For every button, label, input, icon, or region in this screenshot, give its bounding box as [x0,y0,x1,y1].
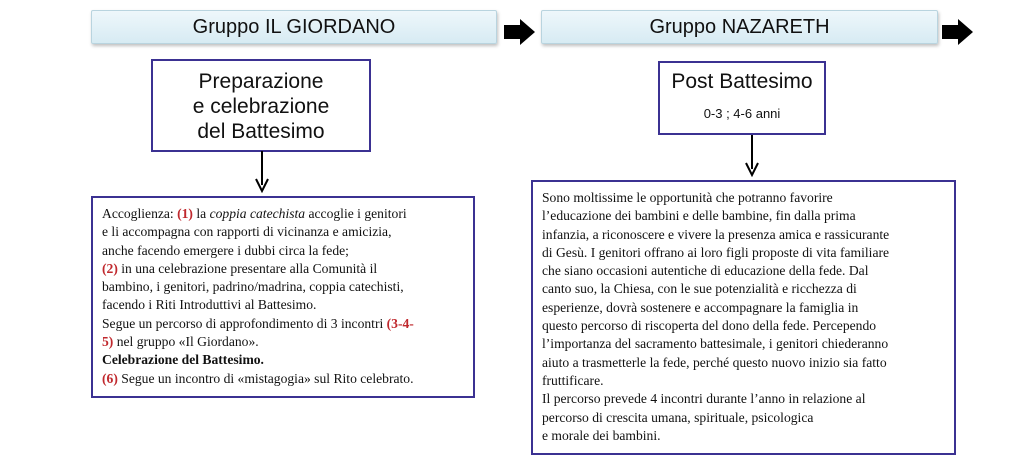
title-line: del Battesimo [197,120,325,143]
description-box-giordano [91,196,475,398]
text-segment: Segue un incontro di «mistagogia» sul Rito celebrato. [117,370,414,386]
title-line: e celebrazione [192,95,330,118]
text-line: di Gesù. I genitori offrano ai loro figli proposte di vita familiare [542,244,890,260]
text-line: l’educazione dei bambini e delle bambine, fin dalla prima [542,208,856,224]
description-box-nazareth [531,180,956,455]
text-line: e morale dei bambini. [542,427,661,443]
step-number: (6) [102,370,118,386]
title-box-battesimo [151,59,371,152]
text-line: infanzia, a riconoscere e vivere la presenza amica e rassicurante [542,226,890,242]
text-line: aiuto a trasmetterle la fede, perché questo nuovo inizio sia fatto [542,354,887,370]
text-line [102,333,473,351]
text-segment: Accoglienza: [102,206,178,221]
text-segment: la [192,206,210,221]
text-line: questo percorso di riscoperta del dono della fede. Percependo [542,318,877,334]
post-battesimo-title: Post Battesimo [671,70,813,93]
title-box-post-battesimo [658,61,826,135]
text-line: esperienze, dovrà sostenere e accompagnare la famiglia in [542,299,859,315]
text-line: Sono moltissime le opportunità che potranno favorire [542,190,833,205]
text-line: e li accompagna con rapporti di vicinanza e amicizia, [102,224,392,240]
age-range-label: 0-3 ; 4-6 anni [703,106,781,121]
text-line: che siano occasioni autentiche di educazione della fede. Dal [542,263,869,279]
header-gruppo-giordano-label: Gruppo IL GIORDANO [192,15,396,38]
step-number: (1) [177,206,193,221]
text-line [102,315,473,333]
header-gruppo-nazareth-label: Gruppo NAZARETH [649,15,830,38]
text-line-bold: Celebrazione del Battesimo. [102,352,264,368]
step-number: (3-4- [386,315,414,331]
header-gruppo-nazareth [541,10,938,44]
text-line: Il percorso prevede 4 incontri durante l’anno in relazione al [542,391,866,407]
text-line: anche facendo emergere i dubbi circa la fede; [102,242,349,258]
text-segment: in una celebrazione presentare alla Comunità il [117,260,378,276]
text-line: percorso di crescita umana, spirituale, psicologica [542,409,814,425]
text-line: facendo i Riti Introduttivi al Battesimo. [102,297,317,313]
text-segment: accoglie i genitori [305,206,407,221]
text-line [102,205,473,223]
header-gruppo-giordano [91,10,497,44]
step-number: (2) [102,260,118,276]
down-arrow-icon [745,135,759,177]
right-arrow-icon [504,19,536,45]
text-line: fruttificare. [542,372,604,388]
text-segment: Segue un percorso di approfondimento di 3 incontri [102,315,387,331]
text-segment-italic: coppia catechista [209,206,306,221]
text-line: bambino, i genitori, padrino/madrina, coppia catechisti, [102,279,404,295]
text-line [102,260,473,278]
text-line: l’importanza del sacramento battesimale, i genitori chiederanno [542,336,889,352]
down-arrow-icon [255,151,269,193]
text-line [102,370,473,388]
right-arrow-icon [942,19,974,45]
step-number: 5) [102,334,114,350]
title-line: Preparazione [198,70,324,93]
text-segment: nel gruppo «Il Giordano». [113,334,259,350]
text-line: canto suo, la Chiesa, con le sue potenzialità e ricchezza di [542,281,857,297]
